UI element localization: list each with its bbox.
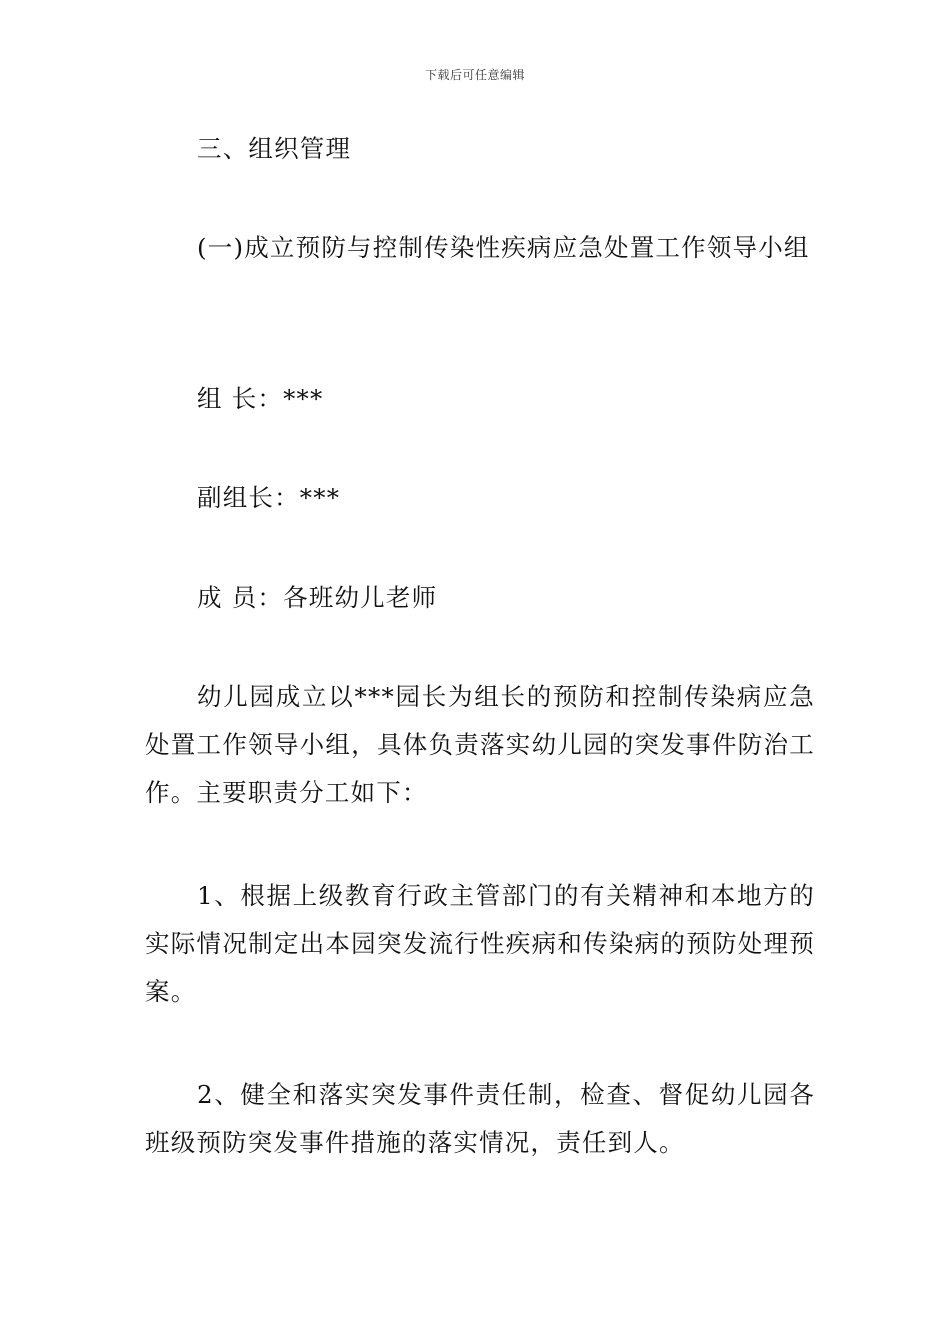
deputy-leader-line: 副组长：*** [197,483,341,512]
duty-item-2: 2、健全和落实突发事件责任制，检查、督促幼儿园各班级预防突发事件措施的落实情况，责任到人。 [145,1080,815,1157]
page-header: 下载后可任意编辑 [424,68,525,82]
intro-paragraph: 幼儿园成立以***园长为组长的预防和控制传染病应急处置工作领导小组，具体负责落实幼儿园的突发事件防治工作。主要职责分工如下： [145,682,815,807]
subsection-title: (一)成立预防与控制传染性疾病应急处置工作领导小组 [197,233,810,262]
duty-item-1: 1、根据上级教育行政主管部门的有关精神和本地方的实际情况制定出本园突发流行性疾病和传染病的预防处理预案。 [145,881,815,1006]
group-leader-line: 组 长：*** [197,384,324,413]
section-title: 三、组织管理 [197,134,352,163]
members-line: 成 员：各班幼儿老师 [197,583,438,612]
